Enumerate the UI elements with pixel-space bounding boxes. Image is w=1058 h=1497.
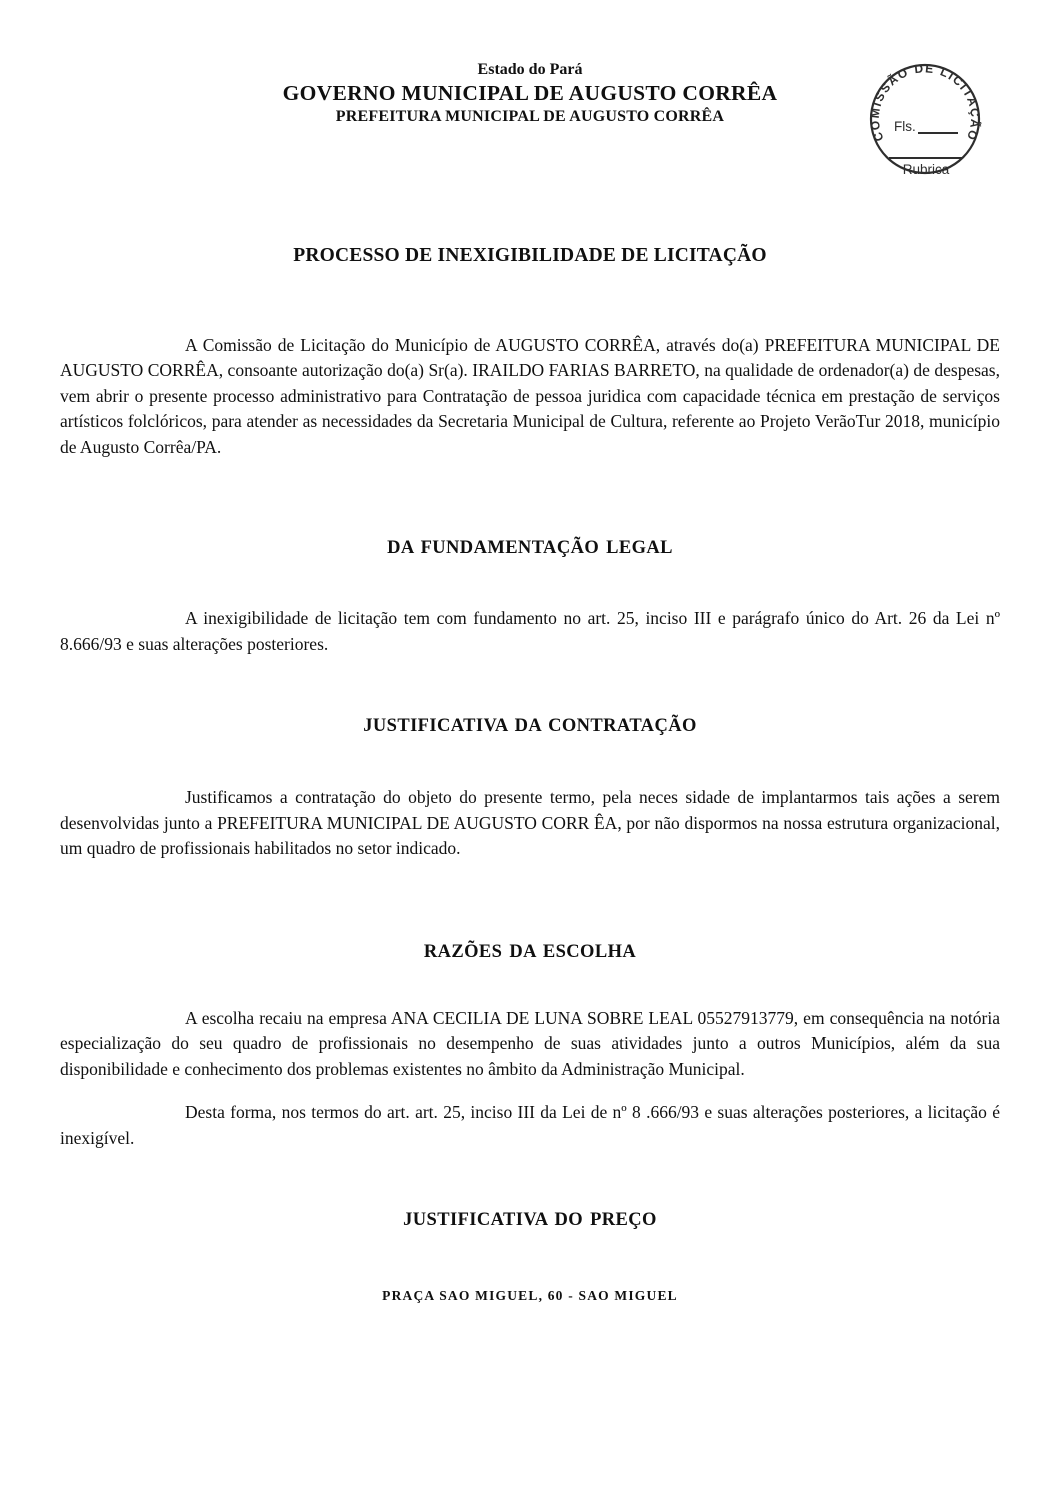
letterhead-prefecture: PREFEITURA MUNICIPAL DE AUGUSTO CORRÊA	[335, 107, 725, 125]
letterhead-government: GOVERNO MUNICIPAL DE AUGUSTO CORRÊA	[282, 81, 778, 105]
commission-stamp	[856, 52, 994, 190]
stamp-seal-icon	[856, 52, 994, 190]
section-heading-fundamentacao-legal: DA FUNDAMENTAÇÃO LEGAL	[387, 538, 673, 559]
paragraph-razoes-escolha: A escolha recaiu na empresa ANA CECILIA DE LUNA SOBRE LEAL 05527913779, em consequência na notória especialização do seu quadro de profissionais no desempenho de suas atividades junto a outros Municípios, além da sua disponibilidade e conhecimento dos problemas existentes no âmbito da Administração Municipal.	[60, 1007, 1000, 1079]
stamp-fls-label: Fls.	[894, 119, 916, 134]
section-heading-razoes-escolha: RAZÕES DA ESCOLHA	[423, 941, 637, 962]
stamp-arc-text: COMISSÃO DE LICITAÇÃO	[867, 61, 983, 144]
paragraph-desta-forma: Desta forma, nos termos do art. art. 25, inciso III da Lei de nº 8 .666/93 e suas alterações posteriores, a licitação é inexigível.	[60, 1102, 1000, 1148]
document-title: PROCESSO DE INEXIGIBILIDADE DE LICITAÇÃO	[293, 244, 767, 266]
footer-address: PRAÇA SAO MIGUEL, 60 - SAO MIGUEL	[382, 1288, 678, 1304]
svg-text:COMISSÃO DE LICITAÇÃO	[868, 61, 983, 143]
letterhead-state: Estado do Pará	[477, 61, 583, 78]
section-heading-justificativa-preco: JUSTIFICATIVA DO PREÇO	[403, 1210, 657, 1231]
stamp-rubrica-label: Rubrica	[902, 162, 950, 177]
intro-paragraph: A Comissão de Licitação do Município de AUGUSTO CORRÊA, através do(a) PREFEITURA MUNICIPAL DE AUGUSTO CORRÊA, consoante autorização do(a) Sr(a). IRAILDO FARIAS BARRETO, na qualidade de ordenador(a) de despesas, vem abrir o presente processo administrativo para Contratação de pessoa juridica com capacidade técnica em prestação de serviços artísticos folclóricos, para atender as necessidades da Secretaria Municipal de Cultura, referente ao Projeto VerãoTur 2018, município de Augusto Corrêa/PA.	[60, 334, 1000, 457]
paragraph-justificativa-contratacao: Justificamos a contratação do objeto do presente termo, pela neces sidade de implantarmos tais ações a serem desenvolvidas junto a PREFEITURA MUNICIPAL DE AUGUSTO CORR ÊA, por não dispormos na nossa estrutura organizacional, um quadro de profissionais habilitados no setor indicado.	[60, 787, 1000, 859]
paragraph-fundamentacao-legal: A inexigibilidade de licitação tem com fundamento no art. 25, inciso III e parágrafo único do Art. 26 da Lei nº 8.666/93 e suas alterações posteriores.	[60, 608, 1000, 654]
section-heading-justificativa-contratacao: JUSTIFICATIVA DA CONTRATAÇÃO	[363, 716, 697, 737]
